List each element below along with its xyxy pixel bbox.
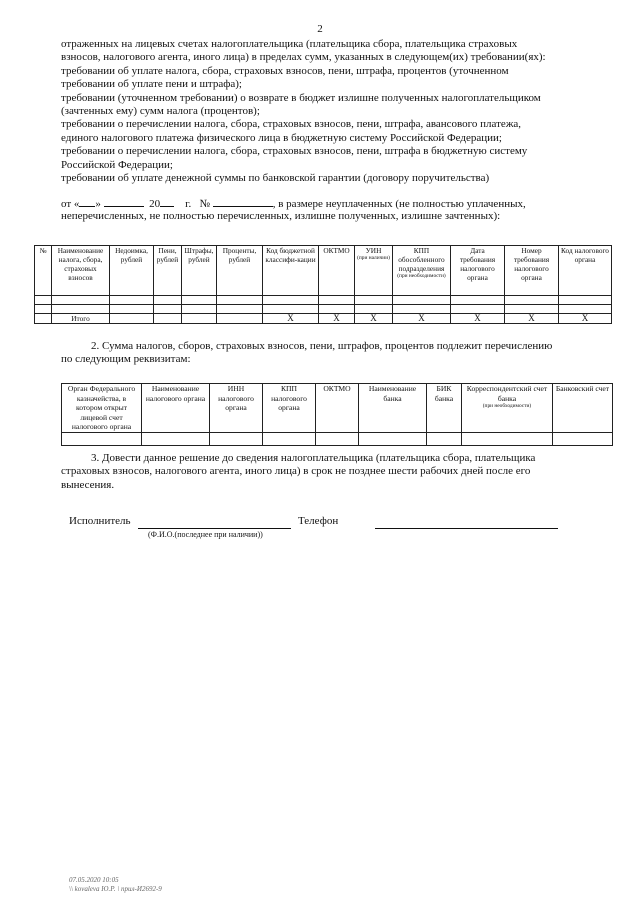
- phone-label: Телефон: [298, 515, 339, 527]
- table1-header-cell: Код бюджетной классифи-кации: [263, 246, 319, 296]
- paragraph-3: [61, 452, 599, 492]
- number-blank: [213, 196, 273, 207]
- executor-label: Исполнитель: [69, 515, 131, 527]
- month-blank: [104, 196, 144, 207]
- phone-line: [375, 527, 558, 529]
- fio-caption: (Ф.И.О.(последнее при наличии)): [148, 530, 263, 539]
- table-cell: [182, 305, 217, 314]
- total-mark: X: [263, 314, 319, 324]
- requirements-table: [34, 245, 612, 324]
- table-cell: [110, 296, 154, 305]
- table-cell: [359, 432, 427, 445]
- total-mark: X: [319, 314, 355, 324]
- table-cell: [355, 296, 393, 305]
- table-cell: [559, 305, 612, 314]
- executor-signature-line: [138, 527, 291, 529]
- year-suffix: г.: [185, 198, 192, 210]
- table-cell: [553, 432, 613, 445]
- table-cell: [217, 305, 263, 314]
- table-cell: [154, 296, 182, 305]
- intro-line: взносов, налогового агента, иного лица) в пределах сумм, указанных в следующем(их) требовании(ях):: [61, 51, 546, 64]
- table1-header-cell: Дата требования налогового органа: [451, 246, 505, 296]
- table-cell: [559, 296, 612, 305]
- footer-timestamp: 07.05.2020 10:05: [69, 876, 119, 884]
- table2-header-cell: БИК банка: [427, 384, 462, 433]
- table-cell: [393, 305, 451, 314]
- table-cell: [182, 314, 217, 324]
- table-cell: [110, 314, 154, 324]
- date-close-quote: »: [95, 198, 101, 210]
- table2-header-cell: Наименование банка: [359, 384, 427, 433]
- table2-header-cell: ИНН налогового органа: [210, 384, 263, 433]
- table2-header-cell: Наименование налогового органа: [142, 384, 210, 433]
- table-cell: [427, 432, 462, 445]
- intro-line: требовании (уточненном требовании) о возврате в бюджет излишне полученных налогоплательщиком: [61, 91, 541, 104]
- table-cell: [217, 314, 263, 324]
- year-prefix: 20: [149, 198, 161, 210]
- table-cell: [462, 432, 553, 445]
- total-label: Итого: [52, 314, 110, 324]
- table1-header-cell: Проценты, рублей: [217, 246, 263, 296]
- table-cell: [263, 296, 319, 305]
- intro-line: требовании об уплате денежной суммы по банковской гарантии (договору поручительства): [61, 172, 490, 185]
- table-cell: [210, 432, 263, 445]
- total-mark: X: [505, 314, 559, 324]
- table-row: [62, 432, 613, 445]
- table1-header-cell: Пени, рублей: [154, 246, 182, 296]
- para2-line: по следующим реквизитам:: [61, 353, 191, 366]
- intro-last-line: неперечисленных, не полностью перечисленных, излишне полученных, излишне зачтенных):: [61, 210, 501, 222]
- table1-header-cell: УИН (при наличии): [355, 246, 393, 296]
- table-cell: [451, 305, 505, 314]
- table-cell: [52, 305, 110, 314]
- table-cell: [142, 432, 210, 445]
- table1-header-cell: Наименование налога, сбора, страховых взносов: [52, 246, 110, 296]
- year-blank: [160, 196, 174, 207]
- amount-text: , в размере неуплаченных (не полностью уплаченных,: [272, 198, 526, 210]
- total-mark: X: [355, 314, 393, 324]
- intro-line: требовании о перечислении налога, сбора, страховых взносов, пени, штрафа, авансового платежа,: [61, 118, 522, 131]
- intro-paragraph: [61, 38, 599, 185]
- intro-line: требовании об уплате налога, сбора, страховых взносов, пени, штрафа, процентов (уточненном: [61, 64, 509, 77]
- table-row: [35, 296, 612, 305]
- intro-line: единого налогового платежа физического лица в бюджетную систему Российской Федерации;: [61, 131, 502, 144]
- table2-header-cell: ОКТМО: [316, 384, 359, 433]
- table2-header-cell: Банковский счет: [553, 384, 613, 433]
- table1-header-cell: Код налогового органа: [559, 246, 612, 296]
- table2-header-cell: Орган Федерального казначейства, в котором открыт лицевой счет налогового органа: [62, 384, 142, 433]
- table2-header-cell: Корреспондентский счет банка (при необходимости): [462, 384, 553, 433]
- table1-header-cell: №: [35, 246, 52, 296]
- table1-header-cell: Номер требования налогового органа: [505, 246, 559, 296]
- table-cell: [52, 296, 110, 305]
- table-row: [35, 305, 612, 314]
- total-mark: X: [393, 314, 451, 324]
- total-mark: X: [451, 314, 505, 324]
- day-blank: [79, 196, 95, 207]
- intro-line: требовании об уплате пени и штрафа);: [61, 78, 242, 91]
- table-cell: [319, 305, 355, 314]
- para2-line: 2. Сумма налогов, сборов, страховых взносов, пени, штрафов, процентов подлежит перечислению: [91, 340, 553, 352]
- table-cell: [316, 432, 359, 445]
- table-cell: [319, 296, 355, 305]
- table1-header-cell: Штрафы, рублей: [182, 246, 217, 296]
- table1-header-cell: ОКТМО: [319, 246, 355, 296]
- table-cell: [182, 296, 217, 305]
- table-cell: [355, 305, 393, 314]
- para3-line: 3. Довести данное решение до сведения налогоплательщика (плательщика сбора, плательщика: [91, 452, 536, 464]
- footer-path: \\ kovaleva Ю.Р. \ прил-И2692-9: [69, 885, 162, 893]
- intro-line: (зачтенных ему) сумм налога (процентов);: [61, 105, 260, 118]
- table-cell: [393, 296, 451, 305]
- page-number: 2: [317, 23, 323, 35]
- table-cell: [263, 305, 319, 314]
- intro-line: Российской Федерации;: [61, 158, 173, 171]
- table-cell: [35, 296, 52, 305]
- table-cell: [263, 432, 316, 445]
- total-mark: X: [559, 314, 612, 324]
- table-cell: [110, 305, 154, 314]
- table-cell: [505, 305, 559, 314]
- table-cell: [154, 314, 182, 324]
- number-sign: №: [199, 198, 210, 210]
- date-from-label: от «: [61, 198, 80, 210]
- table1-header-cell: Недоимка, рублей: [110, 246, 154, 296]
- payment-details-table: [61, 383, 613, 446]
- table-cell: [35, 305, 52, 314]
- table-cell: [62, 432, 142, 445]
- total-row: [35, 314, 612, 324]
- table-cell: [217, 296, 263, 305]
- table-cell: [451, 296, 505, 305]
- intro-line: требовании о перечислении налога, сбора, страховых взносов, пени, штрафа в бюджетную систему: [61, 145, 528, 158]
- para3-line: страховых взносов, налогового агента, иного лица) в срок не позднее шести рабочих дней после его: [61, 465, 531, 478]
- table-cell: [35, 314, 52, 324]
- paragraph-2: [61, 340, 599, 367]
- table2-header-cell: КПП налогового органа: [263, 384, 316, 433]
- table-cell: [154, 305, 182, 314]
- para3-line: вынесения.: [61, 478, 115, 491]
- table1-header-cell: КПП обособленного подразделения (при необходимости): [393, 246, 451, 296]
- table-cell: [505, 296, 559, 305]
- intro-line: отраженных на лицевых счетах налогоплательщика (плательщика сбора, плательщика страховых: [61, 38, 518, 50]
